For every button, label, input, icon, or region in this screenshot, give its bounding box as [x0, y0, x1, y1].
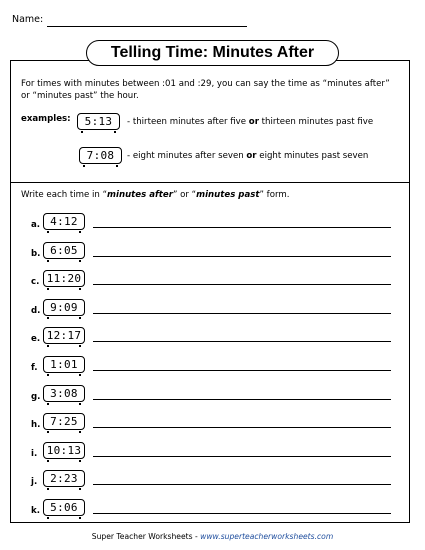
answer-line[interactable] — [93, 399, 391, 400]
problem-clock: 4:12 — [43, 213, 85, 230]
answer-line[interactable] — [93, 256, 391, 257]
problem-clock: 6:05 — [43, 242, 85, 259]
directions: Write each time in “minutes after” or “minutes past” form. — [21, 190, 290, 200]
name-line[interactable] — [47, 26, 247, 27]
intro-text: For times with minutes between :01 and :29, you can say the time as “minutes after” or “minutes past” the hour. — [21, 79, 390, 101]
answer-line[interactable] — [93, 427, 391, 428]
page-title — [86, 40, 339, 66]
problem-letter: d. — [31, 305, 41, 316]
answer-line[interactable] — [93, 484, 391, 485]
problem-clock: 5:06 — [43, 499, 85, 516]
answer-line[interactable] — [93, 227, 391, 228]
problem-clock: 11:20 — [43, 270, 85, 287]
section-divider — [10, 182, 410, 183]
answer-line[interactable] — [93, 313, 391, 314]
example-clock: 5:13 — [77, 113, 120, 130]
answer-line[interactable] — [93, 456, 391, 457]
answer-line[interactable] — [93, 370, 391, 371]
page-title-text: Telling Time: Minutes After — [110, 44, 315, 61]
name-label: Name: — [12, 14, 44, 25]
example-text: - eight minutes after seven or eight minutes past seven — [127, 151, 369, 161]
examples-label: examples: — [21, 114, 71, 124]
problem-clock: 10:13 — [43, 442, 85, 459]
problem-letter: e. — [31, 334, 41, 345]
problem-letter: c. — [31, 277, 40, 288]
problem-letter: j. — [31, 477, 38, 488]
problem-letter: f. — [31, 363, 38, 373]
problem-letter: k. — [31, 506, 40, 516]
problem-clock: 7:25 — [43, 413, 85, 430]
problem-clock: 2:23 — [43, 470, 85, 487]
problem-letter: h. — [31, 420, 41, 431]
footer: Super Teacher Worksheets - www.superteacherworksheets.com — [91, 532, 334, 541]
problem-letter: a. — [31, 220, 41, 230]
problem-letter: b. — [31, 248, 41, 259]
answer-line[interactable] — [93, 284, 391, 285]
problem-letter: g. — [31, 391, 41, 402]
problem-clock: 9:09 — [43, 299, 85, 316]
example-clock: 7:08 — [79, 147, 122, 164]
problem-clock: 12:17 — [43, 327, 85, 344]
problem-clock: 3:08 — [43, 385, 85, 402]
answer-line[interactable] — [93, 341, 391, 342]
problem-letter: i. — [31, 448, 38, 459]
answer-line[interactable] — [93, 513, 391, 514]
example-text: - thirteen minutes after five or thirteen minutes past five — [127, 117, 374, 127]
problem-clock: 1:01 — [43, 356, 85, 373]
